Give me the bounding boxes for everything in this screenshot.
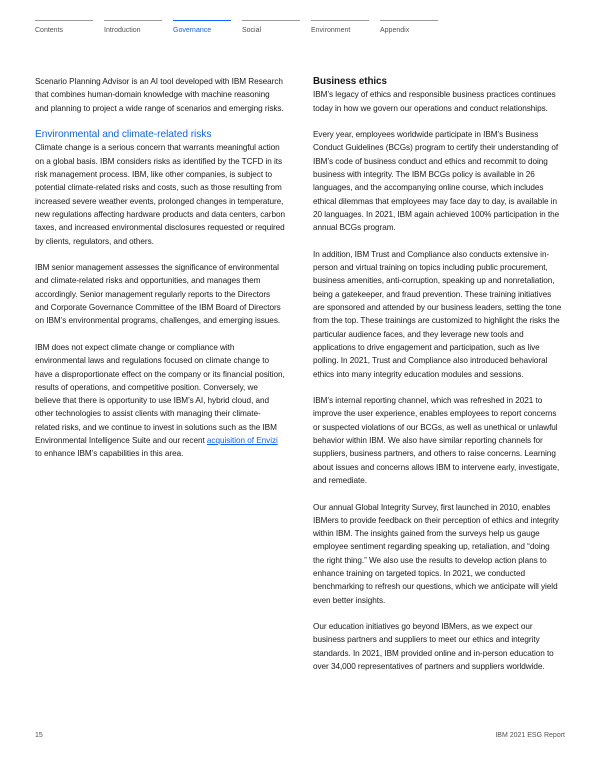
section-nav bbox=[35, 20, 565, 40]
climate-compliance-paragraph bbox=[35, 341, 285, 461]
nav-rule bbox=[104, 20, 162, 21]
business-ethics-intro: IBM’s legacy of ethics and responsible business practices continues today in how we govern our operations and conduct relationships. bbox=[313, 90, 556, 113]
education-initiatives-paragraph: Our education initiatives go beyond IBMers, as we expect our business partners and suppliers to meet our ethics and integrity standards. In 2021, IBM provided online and in-person education to over 34,000 representatives of partners and suppliers worldwide. bbox=[313, 622, 554, 672]
nav-rule bbox=[242, 20, 300, 21]
nav-item-appendix[interactable] bbox=[380, 20, 438, 34]
senior-management-paragraph: IBM senior management assesses the significance of environmental and climate-related risks and opportunities, and manages them accordingly. Senior management regularly reports to the Directors and Corporate Governance Committee of the IBM Board of Directors on IBM’s environmental programs, challenges, and emerging issues. bbox=[35, 263, 281, 326]
integrity-survey-paragraph: Our annual Global Integrity Survey, first launched in 2010, enables IBMers to provide feedback on their perception of ethics and integrity within IBM. The insights gained from the surveys help us gauge employee sentiment regarding speaking up, retaliation, and “doing the right thing.” We also use the results to develop action plans to enhance training on targeted topics. In 2021, we conducted benchmarking to refresh our questions, which we anticipate will yield even better insights. bbox=[313, 502, 559, 605]
reporting-channel-paragraph: IBM’s internal reporting channel, which was refreshed in 2021 to improve the user experience, enables employees to report concerns or suspected violations of our BCGs, as well as unethical or unlawful behavior within IBM. We also have similar reporting channels for suppliers, business partners, and others to raise concerns. Learning about issues and concerns allows IBM to intervene early, investigate, and remediate. bbox=[313, 396, 560, 485]
nav-label-introduction: Introduction bbox=[104, 27, 141, 34]
right-column bbox=[313, 75, 563, 687]
nav-label-governance: Governance bbox=[173, 27, 212, 34]
scenario-planning-paragraph: Scenario Planning Advisor is an AI tool developed with IBM Research that combines human-domain knowledge with machine reasoning and planning to project a wide range of scenarios and emerging risks. bbox=[35, 77, 284, 113]
climate-change-paragraph: Climate change is a serious concern that warrants meaningful action on a global basis. IBM considers risks as identified by the TCFD in its risk management process. IBM, like other companies, is subject to potential climate-related risks and costs, such as those resulting from increased severe weather events, prolonged changes in temperature, new regulations affecting hardware products and data centers, carbon taxes, and increased environmental disclosures requested or required by clients, regulators, and others. bbox=[35, 143, 285, 246]
nav-item-introduction[interactable] bbox=[104, 20, 162, 34]
trust-compliance-paragraph: In addition, IBM Trust and Compliance also conducts extensive in-person and virtual training on topics including public procurement, business amenities, anti-corruption, speaking up and nonretaliation, being a gatekeeper, and fraud prevention. These training initiatives are sponsored and attended by our business leaders, setting the tone from the top. These trainings are customized to highlight the risks the particular audience faces, and they leverage new tools and applications to drive engagement and participation, such as live polling. In 2021, Trust and Compliance also introduced behavioral ethics into many integrity education modules and sessions. bbox=[313, 249, 562, 379]
envizi-acquisition-link[interactable]: acquisition of Envizi bbox=[206, 436, 278, 446]
nav-rule-active bbox=[173, 20, 231, 21]
nav-item-social[interactable] bbox=[242, 20, 300, 34]
nav-item-governance[interactable] bbox=[173, 20, 231, 34]
bcg-paragraph: Every year, employees worldwide participate in IBM’s Business Conduct Guidelines (BCGs) program to certify their understanding of IBM’s code of business conduct and ethics and recommit to doing business with integrity. The IBM BCGs policy is available in 26 languages, and the accompanying online course, which includes ethical dilemmas that employees may face day to day, is available in 20 languages. In 2021, IBM again achieved 100% participation in the annual BCGs program. bbox=[313, 130, 560, 233]
nav-rule bbox=[311, 20, 369, 21]
environmental-risks-heading: Environmental and climate-related risks bbox=[35, 129, 212, 141]
climate-compliance-text: IBM does not expect climate change or compliance with environmental laws and regulations focused on climate change to have a disproportionate effect on the company or its financial position, results of operations, and competitive position. Conversely, we believe that there is opportunity to use IBM’s AI, hybrid cloud, and other technologies to assist clients with managing their climate-related risks, and we continue to invest in solutions such as the IBM Environmental Intelligence Suite and our recent bbox=[35, 342, 285, 446]
left-column bbox=[35, 75, 285, 474]
nav-item-environment[interactable] bbox=[311, 20, 369, 34]
report-title: IBM 2021 ESG Report bbox=[495, 732, 565, 739]
nav-label-social: Social bbox=[242, 27, 262, 34]
business-ethics-heading: Business ethics bbox=[313, 76, 387, 87]
page-number: 15 bbox=[35, 732, 43, 739]
climate-compliance-text-end: to enhance IBM’s capabilities in this area. bbox=[35, 449, 184, 459]
nav-rule bbox=[380, 20, 438, 21]
nav-rule bbox=[35, 20, 93, 21]
nav-label-appendix: Appendix bbox=[380, 27, 410, 34]
nav-item-contents[interactable] bbox=[35, 20, 93, 34]
nav-label-contents: Contents bbox=[35, 27, 64, 34]
nav-label-environment: Environment bbox=[311, 27, 351, 34]
